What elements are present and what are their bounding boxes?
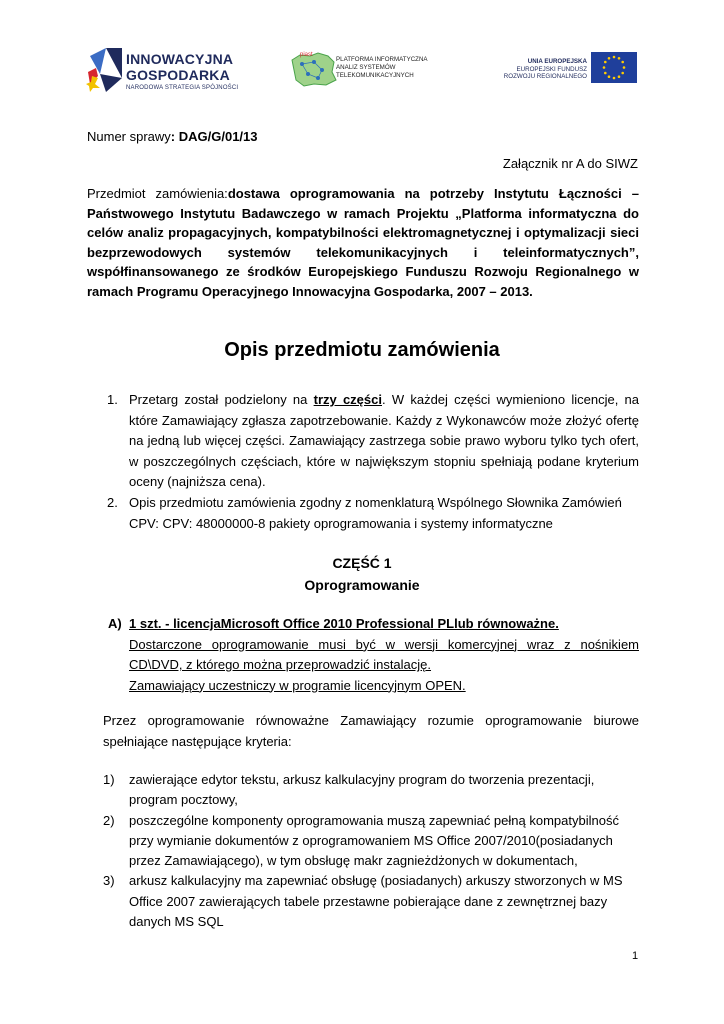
list-text: Opis przedmiotu zamówienia zgodny z nomenklaturą Wspólnego Słownika Zamówień CPV: CPV: 48000000-8 pakiety oprogramowania i systemy informatyczne — [129, 494, 622, 531]
criteria-number: 3) — [103, 873, 115, 889]
platforma-line-2: ANALIZ SYSTEMÓW — [336, 64, 396, 71]
subject-text: dostawa oprogramowania na potrzeby Instytutu Łączności – Państwowego Instytutu Badawczego w ramach Projektu „Platforma informatyczna do celów analiz propagacyjnych, kompatybilności elektromagnetycznej i optymalizacji sieci bezprzewodowych systemów telekomunikacyjnych i teleinformatycznych”, współfinansowanego ze środków Europejskiego Funduszu Rozwoju Regionalnego w ramach Programu Operacyjnego Innowacyjna Gospodarka, 2007 – 2013. — [87, 186, 640, 299]
eu-logo — [505, 50, 637, 86]
platforma-line-1: PLATFORMA INFORMATYCZNA — [336, 56, 428, 63]
page-number: 1 — [632, 950, 639, 962]
part-title: CZĘŚĆ 1 — [332, 555, 392, 571]
criteria-list — [87, 770, 639, 932]
list-item — [87, 390, 639, 493]
svg-text:piast: piast — [300, 52, 313, 58]
part-subtitle: Oprogramowanie — [304, 577, 420, 593]
platforma-text — [336, 56, 428, 80]
order-subject — [87, 184, 639, 301]
eu-line-1: UNIA EUROPEJSKA — [527, 58, 587, 65]
criteria-text: poszczególne komponenty oprogramowania muszą zapewniać pełną kompatybilność przy wymianie dokumentów z oprogramowaniem MS Office 2007/2010(posiadanych przez Zamawiającego), w tym obsługę makr zagnieżdżonych w dokumentach, — [129, 812, 619, 869]
eu-text — [504, 58, 587, 81]
section-line: Dostarczone oprogramowanie musi być w wersji komercyjnej wraz z nośnikiem CD\DVD, z którego można przeprowadzić instalację. — [129, 636, 639, 672]
document-title: Opis przedmiotu zamówienia — [224, 339, 500, 361]
logo-line-3: NARODOWA STRATEGIA SPÓJNOŚCI — [126, 85, 239, 91]
eu-flag-icon — [591, 52, 637, 83]
list-text: . W każdej części wymieniono licencje, na które Zamawiający zgłasza zapotrzebowanie. Każdy z Wykonawców może złożyć ofertę na jedną lub więcej części. Zamawiający zastrzega sobie prawo wyboru tylko tych ofert, w poszczególnych częściach, które w największym stopniu spełniają podane kryterium oceny (najniższa cena). — [129, 392, 640, 490]
criteria-number: 1) — [103, 772, 115, 787]
section-body — [87, 614, 639, 696]
platforma-line-3: TELEKOMUNIKACYJNYCH — [336, 72, 414, 79]
criteria-item — [87, 811, 639, 872]
criteria-text: arkusz kalkulacyjny ma zapewniać obsługę (posiadanych) arkuszy stworzonych w MS Office 2007 zawierających tabele przestawne pobierające dane z zewnętrznej bazy danych MS SQL — [129, 873, 623, 930]
part-heading — [0, 552, 724, 596]
criteria-number: 2) — [103, 812, 115, 828]
innowacyjna-gospodarka-logo — [86, 44, 239, 94]
eu-line-2: EUROPEJSKI FUNDUSZ — [516, 65, 587, 73]
eu-line-3: ROZWOJU REGIONALNEGO — [503, 73, 587, 80]
attachment-label: Załącznik nr A do SIWZ — [502, 156, 638, 171]
criteria-text: zawierające edytor tekstu, arkusz kalkulacyjny program do tworzenia prezentacji, program pocztowy, — [129, 772, 595, 808]
page-header — [0, 40, 724, 100]
section-heading: 1 szt. - licencjaMicrosoft Office 2010 Professional PLlub równoważne. — [129, 616, 559, 631]
intro-paragraph: Przez oprogramowanie równoważne Zamawiający rozumie oprogramowanie biurowe spełniające następujące kryteria: — [103, 713, 639, 749]
platforma-logo — [288, 50, 448, 90]
criteria-item — [87, 871, 639, 932]
case-value: : DAG/G/01/13 — [170, 129, 258, 144]
section-line: Zamawiający uczestniczy w programie licencyjnym OPEN. — [129, 677, 466, 693]
logo-line-2: GOSPODARKA — [126, 67, 230, 83]
section-label: A) — [108, 616, 122, 631]
logo-line-1: INNOWACYJNA — [126, 51, 234, 67]
list-text: Przetarg został podzielony na — [129, 392, 314, 407]
list-item — [87, 493, 639, 534]
case-number — [87, 129, 258, 144]
list-number: 1. — [107, 392, 118, 407]
poland-map-icon — [288, 50, 340, 88]
subject-label: Przedmiot zamówienia: — [87, 186, 228, 201]
criteria-item — [87, 770, 639, 811]
case-label: Numer sprawy — [87, 129, 171, 144]
section-a — [87, 614, 639, 696]
ig-star-icon — [86, 44, 124, 94]
emphasized-text: trzy części — [313, 392, 382, 407]
list-number: 2. — [107, 494, 118, 510]
numbered-list — [87, 390, 639, 534]
